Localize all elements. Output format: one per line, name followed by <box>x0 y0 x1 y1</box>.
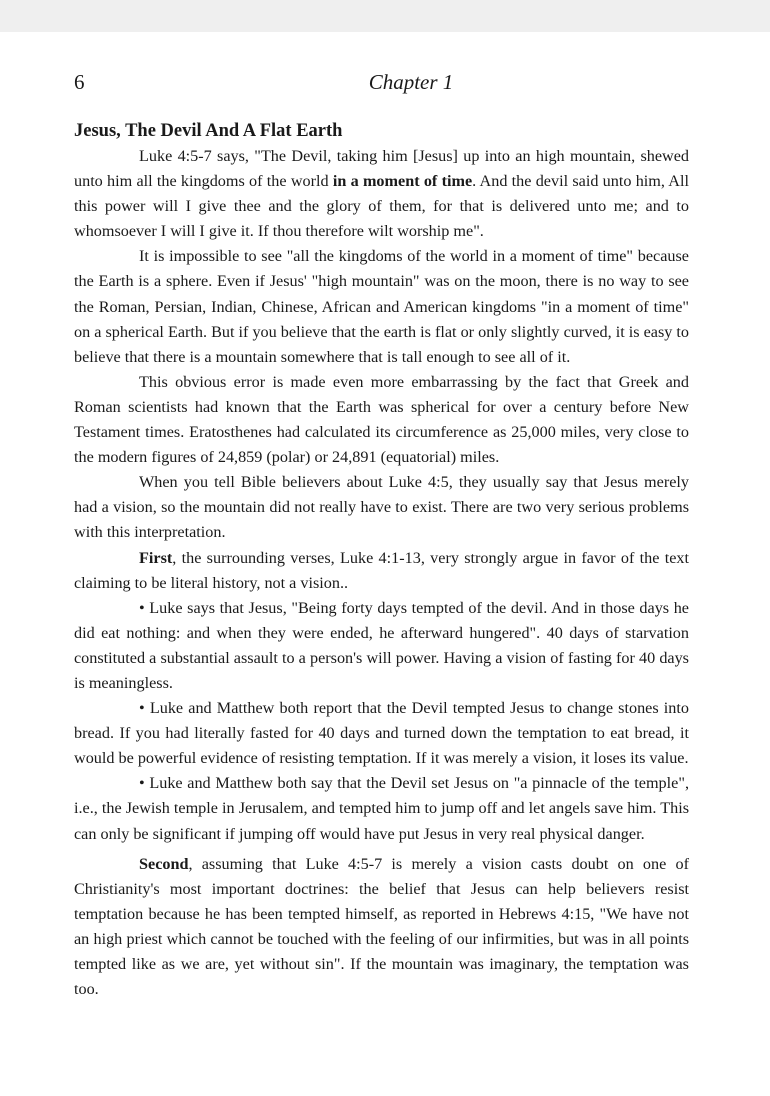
paragraph: When you tell Bible believers about Luke 4:5, they usually say that Jesus merely had a vision, so the mountain did not really have to exist. There are two very serious problems with this interpretation. <box>74 473 689 542</box>
book-page <box>0 32 770 1096</box>
bullet-paragraph: • Luke says that Jesus, "Being forty days tempted of the devil. And in those days he did eat nothing: and when they were ended, he afterward hungered". 40 days of starvation constituted a substantial assault to a person's will power. Having a vision of fasting for 40 days is meaningless. <box>74 598 689 692</box>
chapter-title: Chapter 1 <box>368 70 454 94</box>
paragraph-text: . And the devil said unto him, All this power will I give thee and the glory of them, for that is delivered unto me; and to whomsoever I will I give it. If thou therefore wilt worship me". <box>74 172 689 241</box>
paragraph-text: Luke 4:5-7 says, "The Devil, taking him [Jesus] up into an high mountain, shewed unto him all the kingdoms of the world <box>74 147 689 191</box>
section-heading: Jesus, The Devil And A Flat Earth <box>74 121 343 141</box>
page-number: 6 <box>74 70 85 94</box>
page-body <box>74 118 689 1002</box>
paragraph <box>74 852 689 1003</box>
paragraph <box>74 144 689 244</box>
paragraph: This obvious error is made even more embarrassing by the fact that Greek and Roman scientists had known that the Earth was spherical for over a century before New Testament times. Eratosthenes had calculated its circumference as 25,000 miles, very close to the modern figures of 24,859 (polar) or 24,891 (equatorial) miles. <box>74 372 689 467</box>
paragraph-text: , the surrounding verses, Luke 4:1-13, very strongly argue in favor of the text claiming to be literal history, not a vision.. <box>74 548 689 592</box>
paragraph <box>74 546 689 596</box>
bold-lead: First <box>139 548 173 567</box>
bullet-paragraph: • Luke and Matthew both say that the Devil set Jesus on "a pinnacle of the temple", i.e., the Jewish temple in Jerusalem, and tempted him to jump off and let angels save him. This can only be significant if jumping off would have put Jesus in very real physical danger. <box>74 774 689 843</box>
bullet-paragraph: • Luke and Matthew both report that the Devil tempted Jesus to change stones into bread. If you had literally fasted for 40 days and turned down the temptation to eat bread, it would be powerful evidence of resisting temptation. If it was merely a vision, it loses its value. <box>74 699 689 768</box>
running-header <box>74 68 690 96</box>
paragraph: It is impossible to see "all the kingdoms of the world in a moment of time" because the Earth is a sphere. Even if Jesus' "high mountain" was on the moon, there is no way to see the Roman, Persian, Indian, Chinese, African and American kingdoms "in a moment of time" on a spherical Earth. But if you believe that the earth is flat or only slightly curved, it is easy to believe that there is a mountain somewhere that is tall enough to see all of it. <box>74 247 689 366</box>
bold-lead: Second <box>139 854 189 873</box>
bold-phrase: in a moment of time <box>332 172 473 191</box>
viewer-top-bar <box>0 0 770 32</box>
paragraph-text: , assuming that Luke 4:5-7 is merely a vision casts doubt on one of Christianity's most important doctrines: the belief that Jesus can help believers resist temptation because he has been tempted himself, as reported in Hebrews 4:15, "We have not an high priest which cannot be touched with the feeling of our infirmities, but was in all points tempted like as we are, yet without sin". If the mountain was imaginary, the temptation was too. <box>74 854 689 999</box>
